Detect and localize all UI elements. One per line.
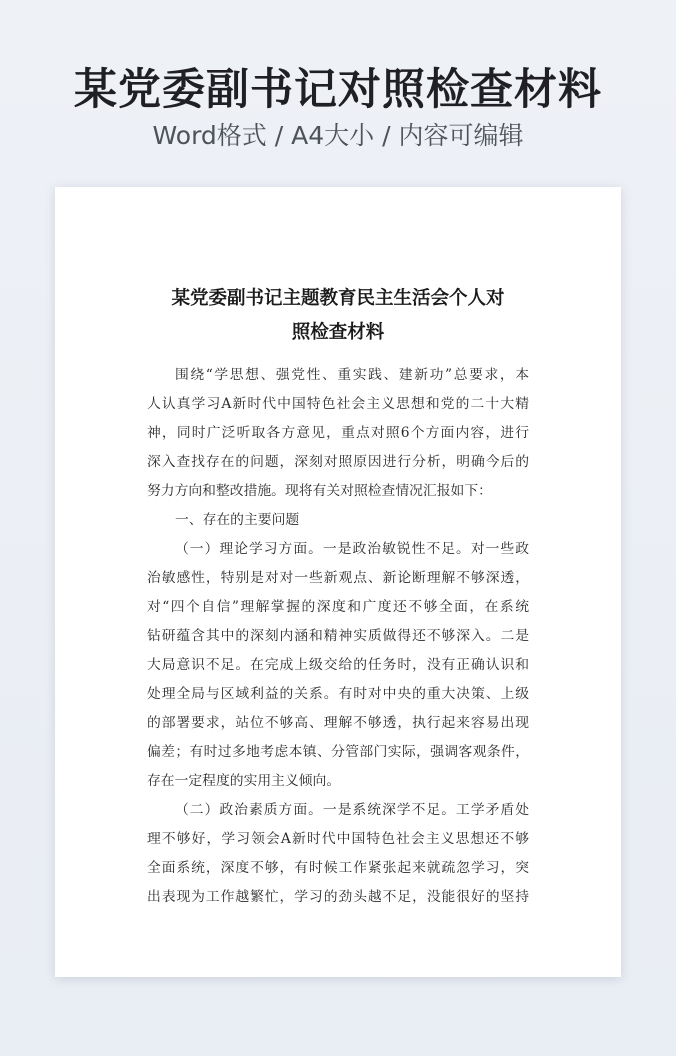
document-line: 围绕“学思想、强党性、重实践、建新功”总要求，本 — [175, 367, 529, 383]
document-line: 深入查找存在的问题，深刻对照原因进行分析，明确今后的 — [147, 454, 529, 470]
banner-subtitle: Word格式 / A4大小 / 内容可编辑 — [152, 121, 524, 150]
document-line: 存在一定程度的实用主义倾向。 — [147, 773, 341, 789]
document-line: 理不够好，学习领会A新时代中国特色社会主义思想还不够 — [147, 831, 529, 847]
document-line: 一、存在的主要问题 — [175, 512, 300, 528]
document-body — [147, 361, 529, 912]
document-line: 全面系统，深度不够，有时候工作紧张起来就疏忽学习，突 — [147, 860, 529, 876]
document-line: 人认真学习A新时代中国特色社会主义思想和党的二十大精 — [147, 396, 529, 412]
banner-title: 某党委副书记对照检查材料 — [74, 65, 602, 115]
document-line: 努力方向和整改措施。现将有关对照检查情况汇报如下： — [147, 483, 492, 499]
document-line: 处理全局与区域利益的关系。有时对中央的重大决策、上级 — [147, 686, 529, 702]
document-line: 钻研蕴含其中的深刻内涵和精神实质做得还不够深入。二是 — [147, 628, 529, 644]
document-line: 大局意识不足。在完成上级交给的任务时，没有正确认识和 — [147, 657, 529, 673]
document-title-line: 照检查材料 — [291, 322, 385, 343]
document-line: 神，同时广泛听取各方意见，重点对照6个方面内容，进行 — [147, 425, 529, 441]
document-line: 出表现为工作越繁忙，学习的劲头越不足，没能很好的坚持 — [147, 889, 529, 905]
banner — [0, 0, 676, 175]
document-title — [55, 282, 621, 350]
document-line: 偏差；有时过多地考虑本镇、分管部门实际，强调客观条件， — [147, 744, 529, 760]
document-title-line: 某党委副书记主题教育民主生活会个人对 — [171, 288, 505, 309]
document-line: 治敏感性，特别是对对一些新观点、新论断理解不够深透， — [147, 570, 529, 586]
document-line: （一）理论学习方面。一是政治敏锐性不足。对一些政 — [175, 541, 529, 557]
document-page — [55, 187, 621, 977]
document-line: （二）政治素质方面。一是系统深学不足。工学矛盾处 — [175, 802, 529, 818]
document-line: 对“四个自信”理解掌握的深度和广度还不够全面，在系统 — [147, 599, 529, 615]
document-line: 的部署要求，站位不够高、理解不够透，执行起来容易出现 — [147, 715, 529, 731]
